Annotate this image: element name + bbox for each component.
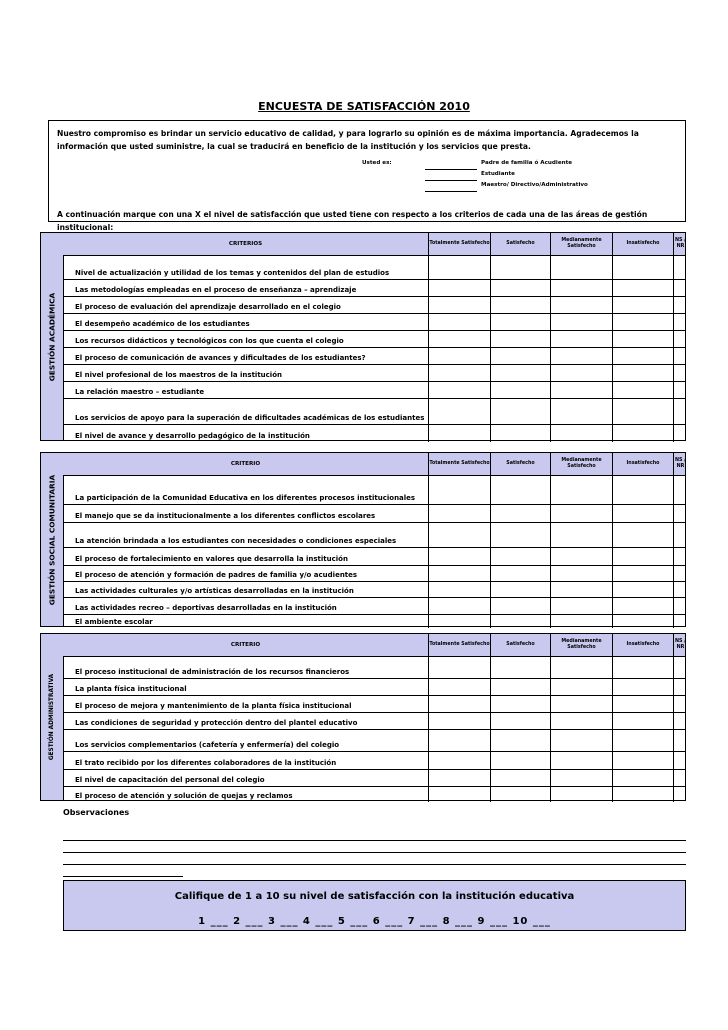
rating-cell[interactable] [429,522,491,547]
rating-cell[interactable] [674,597,687,614]
column-header: NS / NR [675,639,686,650]
table-row [63,475,685,505]
rating-cell[interactable] [551,712,613,729]
rating-cell[interactable] [429,581,491,597]
criterion-text: El proceso de atención y solución de quejas y reclamos [63,786,429,802]
table-header [63,453,685,476]
rating-question: Califique de 1 a 10 su nivel de satisfacción con la institución educativa [174,891,575,902]
criterion-text: Las actividades culturales y/o artísticas desarrolladas en la institución [63,581,429,597]
column-header: Totalmente Satisfecho [429,453,491,475]
rating-cell[interactable] [674,729,687,751]
rating-cell[interactable] [674,581,687,597]
column-header: Insatisfecho [613,634,674,656]
rating-cell[interactable] [551,347,613,364]
rating-cell[interactable] [613,614,674,628]
intro-box [48,120,686,232]
rating-cell[interactable] [491,347,551,364]
rating-cell[interactable] [491,364,551,381]
rating-cell[interactable] [551,678,613,695]
table-row [63,381,685,399]
rating-cell[interactable] [551,279,613,296]
rating-cell[interactable] [674,424,687,442]
rating-cell[interactable] [429,296,491,313]
criterion-text: Las actividades recreo – deportivas desarrolladas en la institución [63,597,429,614]
table-row [63,695,685,713]
rating-cell[interactable] [429,769,491,786]
option-padre[interactable]: Padre de familia ó Acudiente [425,157,625,170]
rating-cell[interactable] [551,597,613,614]
rating-cell[interactable] [429,381,491,398]
column-header: Satisfecho [491,453,551,475]
rating-cell[interactable] [491,398,551,424]
rating-cell[interactable] [429,678,491,695]
criterion-text: El proceso de atención y formación de padres de familia y/o acudientes [63,565,429,581]
rating-cell[interactable] [491,614,551,628]
table-row [63,786,685,802]
rating-cell[interactable] [429,695,491,712]
column-header: Totalmente Satisfecho [429,634,491,656]
rating-cell[interactable] [674,656,687,678]
option-estudiante[interactable]: Estudiante [425,168,625,181]
rating-cell[interactable] [613,424,674,442]
criterion-text: El proceso de comunicación de avances y dificultades de los estudiantes? [63,347,429,364]
rating-cell[interactable] [551,656,613,678]
rating-cell[interactable] [491,547,551,565]
rating-cell[interactable] [674,255,687,279]
rating-cell[interactable] [491,504,551,522]
rating-cell[interactable] [551,695,613,712]
rating-cell[interactable] [429,313,491,330]
table-header [63,233,685,256]
rating-cell[interactable] [429,255,491,279]
rating-cell[interactable] [491,424,551,442]
rating-cell[interactable] [429,330,491,347]
criteria-header: CRITERIO [63,453,429,475]
rating-cell[interactable] [613,330,674,347]
rating-cell[interactable] [674,364,687,381]
table-row [63,522,685,548]
rating-cell[interactable] [674,678,687,695]
option-maestro[interactable]: Maestro/ Directivo/Administrativo [425,179,625,192]
rating-cell[interactable] [674,296,687,313]
table-row [63,729,685,752]
rating-cell[interactable] [429,547,491,565]
column-header: NS / NR [675,458,686,469]
rating-cell[interactable] [674,313,687,330]
column-header: Satisfecho [491,634,551,656]
rating-cell[interactable] [613,656,674,678]
rating-cell[interactable] [551,364,613,381]
column-header: Insatisfecho [613,453,674,475]
rating-cell[interactable] [613,786,674,802]
rating-cell[interactable] [491,255,551,279]
column-header: Medianamente Satisfecho [551,233,613,255]
rating-cell[interactable] [613,751,674,769]
rating-cell[interactable] [674,712,687,729]
criterion-text: La participación de la Comunidad Educativa en los diferentes procesos institucionales [63,475,429,504]
observaciones-line[interactable] [63,876,183,877]
rating-cell[interactable] [551,581,613,597]
rating-cell[interactable] [674,565,687,581]
rating-cell[interactable] [674,504,687,522]
table-row [63,504,685,523]
table-row [63,364,685,382]
rating-cell[interactable] [551,330,613,347]
rating-box [63,880,686,931]
rating-cell[interactable] [491,313,551,330]
rating-cell[interactable] [429,279,491,296]
rating-cell[interactable] [613,581,674,597]
usted-es-label: Usted es: [362,160,392,166]
table-row [63,656,685,679]
rating-cell[interactable] [491,712,551,729]
rating-cell[interactable] [551,475,613,504]
rating-cell[interactable] [551,547,613,565]
rating-cell[interactable] [613,364,674,381]
column-header: Medianamente Satisfecho [551,634,613,656]
table-row [63,330,685,348]
rating-cell[interactable] [551,565,613,581]
rating-cell[interactable] [491,678,551,695]
rating-cell[interactable] [613,475,674,504]
rating-cell[interactable] [551,751,613,769]
table-row [63,769,685,787]
rating-cell[interactable] [551,786,613,802]
table-row [63,279,685,297]
rating-cell[interactable] [613,381,674,398]
rating-cell[interactable] [613,504,674,522]
survey-section [40,232,686,441]
table-row [63,296,685,314]
criterion-text: El ambiente escolar [63,614,429,628]
table-header [63,634,685,657]
rating-cell[interactable] [674,769,687,786]
rating-cell[interactable] [429,712,491,729]
rating-cell[interactable] [551,769,613,786]
rating-cell[interactable] [674,614,687,628]
rating-cell[interactable] [674,751,687,769]
rating-cell[interactable] [491,581,551,597]
rating-cell[interactable] [613,547,674,565]
rating-cell[interactable] [429,398,491,424]
rating-cell[interactable] [491,279,551,296]
observaciones-line[interactable] [63,852,686,853]
rating-cell[interactable] [551,313,613,330]
rating-cell[interactable] [551,729,613,751]
section-label: GESTIÓN ADMINISTRATIVA [41,634,64,800]
rating-cell[interactable] [491,751,551,769]
criterion-text: La planta física institucional [63,678,429,695]
rating-cell[interactable] [674,398,687,424]
table-row [63,398,685,425]
section-label: GESTIÓN SOCIAL COMUNITARIA [41,453,64,626]
table-row [63,565,685,582]
rating-cell[interactable] [674,547,687,565]
rating-cell[interactable] [613,597,674,614]
rating-cell[interactable] [613,695,674,712]
rating-cell[interactable] [674,695,687,712]
rating-cell[interactable] [613,522,674,547]
rating-cell[interactable] [613,279,674,296]
rating-cell[interactable] [674,786,687,802]
table-row [63,597,685,615]
rating-cell[interactable] [551,504,613,522]
rating-cell[interactable] [613,398,674,424]
rating-cell[interactable] [491,522,551,547]
rating-cell[interactable] [429,475,491,504]
column-header: Insatisfecho [613,233,674,255]
criterion-text: Los recursos didácticos y tecnológicos con los que cuenta el colegio [63,330,429,347]
criterion-text: El nivel profesional de los maestros de la institución [63,364,429,381]
criterion-text: El proceso de fortalecimiento en valores que desarrolla la institución [63,547,429,565]
criterion-text: El nivel de avance y desarrollo pedagógico de la institución [63,424,429,442]
rating-cell[interactable] [613,729,674,751]
criteria-header: CRITERIO [63,634,429,656]
criterion-text: El proceso institucional de administración de los recursos financieros [63,656,429,678]
rating-cell[interactable] [491,729,551,751]
table-row [63,614,685,628]
table-row [63,547,685,566]
page-title: ENCUESTA DE SATISFACCIÓN 2010 [258,100,470,113]
intro-paragraph: Nuestro compromiso es brindar un servicio educativo de calidad, y para lograrlo su opinión es de máxima importancia. Agradecemos la información que usted suministre, la cual se traducirá en beneficio de la institución y los servicios que presta. [57,129,639,151]
table-row [63,424,685,442]
rating-cell[interactable] [491,475,551,504]
column-header: Medianamente Satisfecho [551,453,613,475]
column-header: Totalmente Satisfecho [429,233,491,255]
criterion-text: Los servicios de apoyo para la superación de dificultades académicas de los estudiantes [63,398,429,424]
survey-section [40,633,686,801]
rating-cell[interactable] [429,751,491,769]
rating-cell[interactable] [491,656,551,678]
rating-cell[interactable] [429,729,491,751]
criterion-text: El manejo que se da institucionalmente a los diferentes conflictos escolares [63,504,429,522]
rating-cell[interactable] [491,597,551,614]
column-header: Satisfecho [491,233,551,255]
rating-cell[interactable] [429,786,491,802]
survey-section [40,452,686,627]
rating-cell[interactable] [613,678,674,695]
rating-cell[interactable] [429,565,491,581]
rating-cell[interactable] [551,614,613,628]
table-row [63,255,685,280]
table-row [63,751,685,770]
rating-cell[interactable] [491,769,551,786]
criterion-text: El trato recibido por los diferentes colaboradores de la institución [63,751,429,769]
rating-cell[interactable] [613,313,674,330]
rating-cell[interactable] [674,381,687,398]
rating-cell[interactable] [674,347,687,364]
rating-cell[interactable] [613,712,674,729]
section-label: GESTIÓN ACADÉMICA [41,233,64,440]
rating-cell[interactable] [613,296,674,313]
rating-cell[interactable] [491,381,551,398]
rating-cell[interactable] [429,364,491,381]
rating-cell[interactable] [551,398,613,424]
instruction-text: A continuación marque con una X el nivel de satisfacción que usted tiene con respecto a los criterios de cada una de las áreas de gestión institucional: [57,210,648,232]
observaciones-line[interactable] [63,864,686,865]
rating-cell[interactable] [429,614,491,628]
criterion-text: Las metodologías empleadas en el proceso de enseñanza – aprendizaje [63,279,429,296]
criterion-text: La atención brindada a los estudiantes con necesidades o condiciones especiales [63,522,429,547]
criterion-text: El nivel de capacitación del personal del colegio [63,769,429,786]
rating-cell[interactable] [491,695,551,712]
rating-cell[interactable] [429,347,491,364]
rating-cell[interactable] [551,381,613,398]
criterion-text: El proceso de evaluación del aprendizaje desarrollado en el colegio [63,296,429,313]
table-row [63,581,685,598]
rating-cell[interactable] [551,296,613,313]
column-header: NS / NR [675,238,686,249]
rating-cell[interactable] [429,597,491,614]
rating-cell[interactable] [674,330,687,347]
rating-cell[interactable] [491,330,551,347]
criterion-text: El desempeño académico de los estudiantes [63,313,429,330]
rating-cell[interactable] [551,424,613,442]
rating-cell[interactable] [613,565,674,581]
criterion-text: Nivel de actualización y utilidad de los temas y contenidos del plan de estudios [63,255,429,279]
criterion-text: Las condiciones de seguridad y protección dentro del plantel educativo [63,712,429,729]
table-row [63,313,685,331]
criterion-text: Los servicios complementarios (cafetería y enfermería) del colegio [63,729,429,751]
observaciones-line[interactable] [63,840,686,841]
table-row [63,712,685,730]
rating-cell[interactable] [491,786,551,802]
rating-cell[interactable] [613,255,674,279]
rating-cell[interactable] [674,279,687,296]
rating-scale[interactable]: 1 ___ 2 ___ 3 ___ 4 ___ 5 ___ 6 ___ 7 ___ 8 ___ 9 ___ 10 ___ [198,916,551,927]
rating-cell[interactable] [674,522,687,547]
rating-cell[interactable] [429,504,491,522]
table-row [63,678,685,696]
criteria-header: CRITERIOS [63,233,429,255]
rating-cell[interactable] [429,424,491,442]
rating-cell[interactable] [674,475,687,504]
observaciones-label: Observaciones [63,808,130,817]
rating-cell[interactable] [491,565,551,581]
rating-cell[interactable] [551,522,613,547]
rating-cell[interactable] [551,255,613,279]
rating-cell[interactable] [491,296,551,313]
table-row [63,347,685,365]
criterion-text: La relación maestro – estudiante [63,381,429,398]
criterion-text: El proceso de mejora y mantenimiento de la planta física institucional [63,695,429,712]
rating-cell[interactable] [429,656,491,678]
rating-cell[interactable] [613,769,674,786]
rating-cell[interactable] [613,347,674,364]
